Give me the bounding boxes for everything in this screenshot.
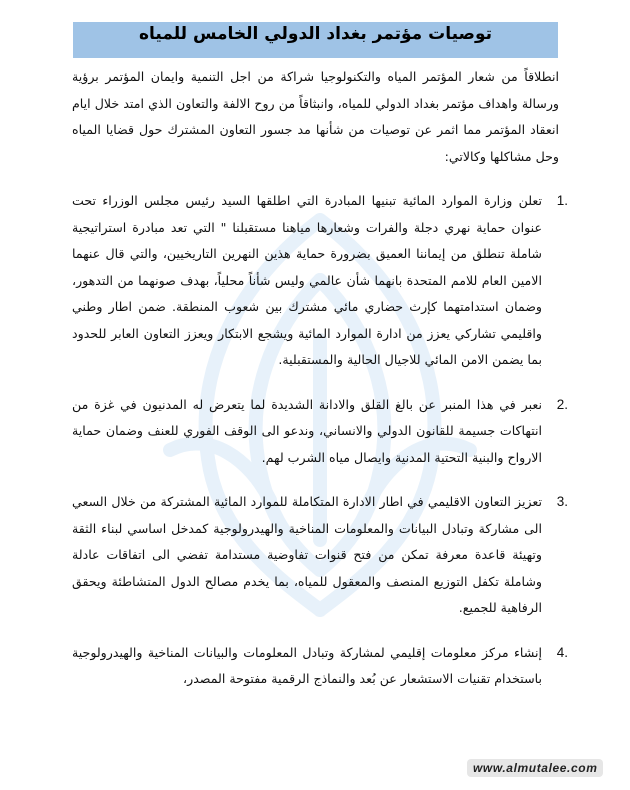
- item-number: 1.: [556, 193, 568, 208]
- recommendation-item-2: [72, 392, 568, 472]
- item-text: تعلن وزارة الموارد المائية تبنيها المبادرة التي اطلقها السيد رئيس مجلس الوزراء تحت عنوان حماية نهري دجلة والفرات وشعارها مياهنا مستقبلنا " التي تعد مبادرة استراتيجية شاملة تنطلق من إيماننا العميق بضرورة حماية هذين النهرين التاريخيين، والتي قال عنهما الامين العام للامم المتحدة بانهما شأن عالمي وليس شأناً محلياً، بهدف صونهما من التدهور، وضمان استدامتهما كإرث حضاري مائي مشترك بين شعوب المنطقة. ضمن اطار وطني واقليمي تشاركي يعزز من ادارة الموارد المائية ويشجع الابتكار ويعزز التعاون العابر للحدود بما يضمن الامن المائي للاجيال الحالية والمستقبلية.: [72, 193, 542, 367]
- recommendation-item-3: [72, 489, 568, 622]
- recommendation-item-4: [72, 640, 568, 693]
- intro-paragraph: انطلاقاً من شعار المؤتمر المياه والتكنولوجيا شراكة من اجل التنمية وايمان المؤتمر برؤية ورسالة واهداف مؤتمر بغداد الدولي للمياه، وانبثاقاً من روح الالفة والتعاون الذي امتد خلال ايام انعقاد المؤتمر مما اثمر عن توصيات من شأنها مد جسور التعاون المشترك حول قضايا المياه وحل مشاكلها وكالاتي:: [72, 69, 559, 164]
- document-title: توصيات مؤتمر بغداد الدولي الخامس للمياه: [138, 24, 492, 44]
- title-banner: [73, 22, 558, 58]
- recommendation-item-1: [72, 188, 568, 374]
- recommendations-list: [72, 188, 568, 711]
- item-text: تعزيز التعاون الاقليمي في اطار الادارة المتكاملة للموارد المائية المشتركة من خلال السعي الى مشاركة وتبادل البيانات والمعلومات المناخية والهيدرولوجية كمدخل اساسي لبناء الثقة وتهيئة قاعدة معرفة تمكن من فتح قنوات تفاوضية مستدامة تفضي الى اتفاقات عادلة وشاملة تكفل التوزيع المنصف والمعقول للمياه، بما يخدم مصالح الدول المتشاطئة ويحقق الرفاهية للجميع.: [72, 494, 542, 615]
- item-number: 3.: [556, 494, 568, 509]
- item-text: نعبر في هذا المنبر عن بالغ القلق والادانة الشديدة لما يتعرض له المدنيون في غزة من انتهاكات جسيمة للقانون الدولي والانساني، وندعو الى الوقف الفوري للعنف وضمان حماية الارواح والبنية التحتية المدنية وايصال مياه الشرب لهم.: [72, 396, 542, 465]
- item-number: 4.: [556, 644, 568, 660]
- site-url-badge[interactable]: www.almutalee.com: [467, 759, 603, 777]
- item-text: إنشاء مركز معلومات إقليمي لمشاركة وتبادل المعلومات والبيانات المناخية والهيدرولوجية باستخدام تقنيات الاستشعار عن بُعد والنماذج الرقمية مفتوحة المصدر،: [72, 644, 542, 686]
- item-number: 2.: [556, 396, 568, 412]
